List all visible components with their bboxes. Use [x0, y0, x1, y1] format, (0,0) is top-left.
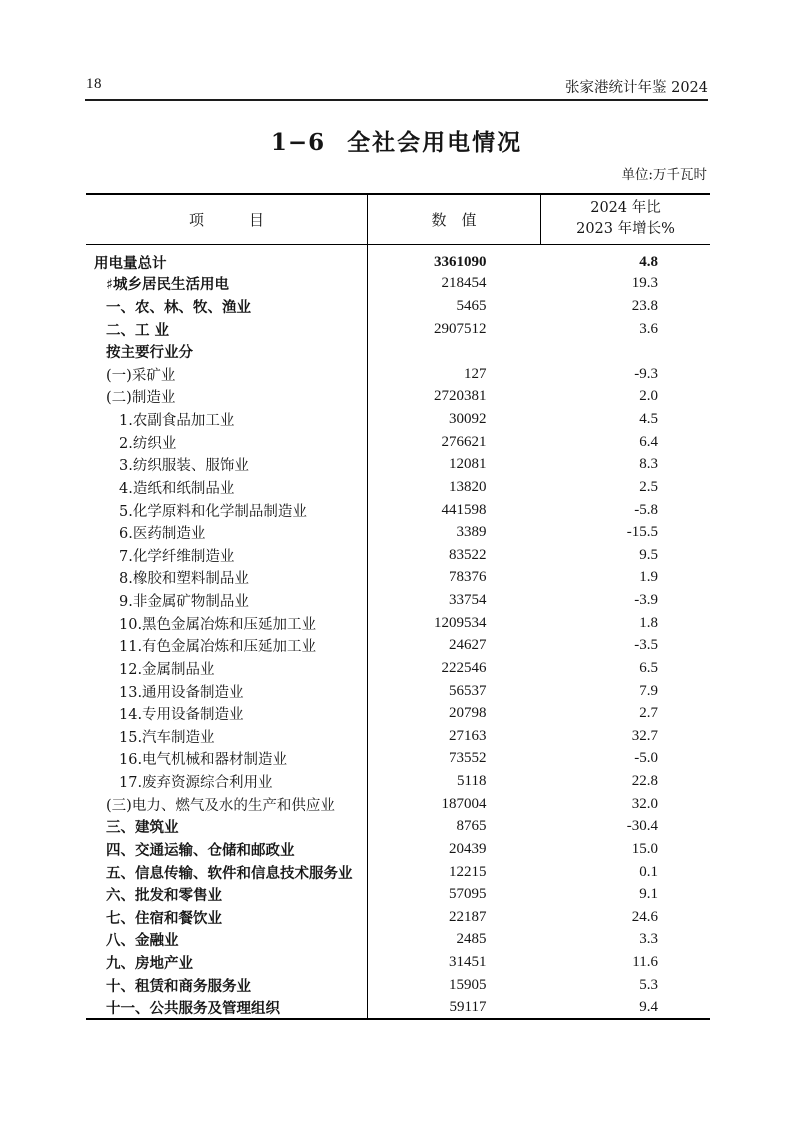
- growth-cell: 19.3: [631, 275, 658, 292]
- running-head-yearbook-title: 张家港统计年鉴 2024: [564, 80, 708, 96]
- value-cell: 218454: [441, 275, 487, 292]
- value-cell: 1209534: [434, 614, 487, 631]
- value-cell: 20439: [449, 840, 487, 857]
- value-cell: 5465: [456, 297, 487, 314]
- item-cell: 8.橡胶和塑料制品业: [86, 567, 368, 590]
- value-cell: 12081: [449, 456, 487, 473]
- column-header-growth-line1: 2024 年比: [590, 200, 661, 217]
- table-row: [86, 951, 710, 974]
- table-row: [86, 702, 710, 725]
- value-cell: [368, 340, 541, 363]
- table-row: [86, 499, 710, 522]
- growth-cell: -9.3: [634, 365, 658, 382]
- growth-cell: 8.3: [639, 456, 658, 473]
- growth-cell: 11.6: [632, 954, 658, 971]
- growth-cell: -15.5: [626, 524, 658, 541]
- running-head-rule: [85, 99, 708, 101]
- item-cell: 15.汽车制造业: [86, 725, 368, 748]
- growth-cell: 4.5: [639, 411, 658, 428]
- table-row: [86, 657, 710, 680]
- item-cell: 6.医药制造业: [86, 521, 368, 544]
- item-cell: 十一、公共服务及管理组织: [86, 997, 368, 1020]
- item-cell: 11.有色金属冶炼和压延加工业: [86, 635, 368, 658]
- value-cell: 187004: [441, 795, 487, 812]
- value-cell: 27163: [449, 727, 487, 744]
- table-row: [86, 386, 710, 409]
- item-cell: 4.造纸和纸制品业: [86, 476, 368, 499]
- item-cell: 12.金属制品业: [86, 657, 368, 680]
- table-header: [86, 194, 710, 244]
- growth-cell: -3.5: [634, 637, 658, 654]
- item-cell: (一)采矿业: [86, 363, 368, 386]
- value-cell: 33754: [449, 592, 487, 609]
- value-cell: 56537: [449, 682, 487, 699]
- table-row: [86, 589, 710, 612]
- table-body: [86, 244, 710, 1019]
- value-cell: 31451: [449, 954, 487, 971]
- growth-cell: 9.5: [639, 546, 658, 563]
- item-cell: 九、房地产业: [86, 951, 368, 974]
- item-cell: 13.通用设备制造业: [86, 680, 368, 703]
- value-cell: 2907512: [434, 320, 487, 337]
- growth-cell: 2.5: [639, 478, 658, 495]
- growth-cell: 9.1: [639, 886, 658, 903]
- value-cell: 83522: [449, 546, 487, 563]
- table-row: [86, 273, 710, 296]
- table-title: [0, 124, 793, 157]
- item-cell: 5.化学原料和化学制品制造业: [86, 499, 368, 522]
- value-cell: 22187: [449, 908, 487, 925]
- table-row: [86, 612, 710, 635]
- growth-cell: -30.4: [626, 818, 658, 835]
- table-title-text: 全社会用电情况: [347, 129, 523, 156]
- item-cell: 7.化学纤维制造业: [86, 544, 368, 567]
- table-title-index: 1−6: [270, 129, 326, 156]
- item-cell: ♯城乡居民生活用电: [86, 273, 368, 296]
- value-cell: 127: [464, 365, 487, 382]
- column-header-growth-line2: 2023 年增长%: [576, 221, 675, 238]
- growth-cell: 3.6: [639, 320, 658, 337]
- table-row: [86, 521, 710, 544]
- item-cell: 按主要行业分: [86, 340, 368, 363]
- growth-cell: 2.0: [639, 388, 658, 405]
- value-cell: 3389: [456, 524, 487, 541]
- item-cell: 10.黑色金属冶炼和压延加工业: [86, 612, 368, 635]
- value-cell: 30092: [449, 411, 487, 428]
- table-row: [86, 838, 710, 861]
- table-row: [86, 431, 710, 454]
- item-cell: 3.纺织服装、服饰业: [86, 454, 368, 477]
- table-row: [86, 974, 710, 997]
- value-cell: 2720381: [434, 388, 487, 405]
- growth-cell: 1.9: [639, 569, 658, 586]
- value-cell: 3361090: [434, 253, 487, 270]
- table-row: [86, 454, 710, 477]
- value-cell: 57095: [449, 886, 487, 903]
- growth-cell: 3.3: [639, 931, 658, 948]
- table-row: [86, 244, 710, 273]
- value-cell: 78376: [449, 569, 487, 586]
- growth-cell: 32.7: [631, 727, 658, 744]
- table-header-row: [86, 194, 710, 244]
- growth-cell: 22.8: [631, 773, 658, 790]
- value-cell: 276621: [441, 433, 487, 450]
- column-header-growth: [541, 194, 711, 244]
- growth-cell: -5.8: [634, 501, 658, 518]
- growth-cell: 7.9: [639, 682, 658, 699]
- table-row: [86, 725, 710, 748]
- item-cell: 17.废弃资源综合利用业: [86, 770, 368, 793]
- table-row: [86, 997, 710, 1020]
- electricity-consumption-table: [86, 193, 710, 1020]
- growth-cell: -5.0: [634, 750, 658, 767]
- growth-cell: 23.8: [631, 297, 658, 314]
- table-row: [86, 544, 710, 567]
- value-cell: 2485: [456, 931, 487, 948]
- table-row: [86, 476, 710, 499]
- growth-cell: 6.5: [639, 659, 658, 676]
- table-row: [86, 861, 710, 884]
- item-cell: 2.纺织业: [86, 431, 368, 454]
- page-number: 18: [86, 76, 102, 92]
- item-cell: 一、农、林、牧、渔业: [86, 295, 368, 318]
- growth-cell: 5.3: [639, 976, 658, 993]
- item-cell: 14.专用设备制造业: [86, 702, 368, 725]
- item-cell: 七、住宿和餐饮业: [86, 906, 368, 929]
- table-row: [86, 295, 710, 318]
- value-cell: 73552: [449, 750, 487, 767]
- value-cell: 12215: [449, 863, 487, 880]
- value-cell: 222546: [441, 659, 487, 676]
- item-cell: 六、批发和零售业: [86, 883, 368, 906]
- table-row: [86, 883, 710, 906]
- item-cell: 三、建筑业: [86, 816, 368, 839]
- growth-cell: [541, 340, 711, 363]
- table-row: [86, 906, 710, 929]
- item-cell: (二)制造业: [86, 386, 368, 409]
- value-cell: 59117: [449, 998, 487, 1015]
- unit-note: 单位:万千瓦时: [621, 167, 707, 183]
- growth-cell: 1.8: [639, 614, 658, 631]
- growth-cell: 32.0: [631, 795, 658, 812]
- value-cell: 441598: [441, 501, 487, 518]
- value-cell: 15905: [449, 976, 487, 993]
- growth-cell: 4.8: [639, 253, 658, 270]
- item-cell: 八、金融业: [86, 929, 368, 952]
- growth-cell: 0.1: [639, 863, 658, 880]
- growth-cell: 2.7: [639, 705, 658, 722]
- column-header-value: 数 值: [368, 194, 541, 244]
- table-row: [86, 793, 710, 816]
- item-cell: 五、信息传输、软件和信息技术服务业: [86, 861, 368, 884]
- growth-cell: 6.4: [639, 433, 658, 450]
- item-cell: 四、交通运输、仓储和邮政业: [86, 838, 368, 861]
- item-cell: 1.农副食品加工业: [86, 408, 368, 431]
- table-row: [86, 318, 710, 341]
- column-header-item: 项 目: [86, 194, 368, 244]
- item-cell: (三)电力、燃气及水的生产和供应业: [86, 793, 368, 816]
- table-row: [86, 340, 710, 363]
- value-cell: 24627: [449, 637, 487, 654]
- value-cell: 8765: [456, 818, 487, 835]
- growth-cell: 24.6: [631, 908, 658, 925]
- growth-cell: -3.9: [634, 592, 658, 609]
- table-row: [86, 680, 710, 703]
- growth-cell: 15.0: [631, 840, 658, 857]
- table-row: [86, 770, 710, 793]
- value-cell: 5118: [457, 773, 487, 790]
- table-row: [86, 748, 710, 771]
- growth-cell: 9.4: [639, 998, 658, 1015]
- table-row: [86, 363, 710, 386]
- table-row: [86, 635, 710, 658]
- value-cell: 20798: [449, 705, 487, 722]
- item-cell: 二、工 业: [86, 318, 368, 341]
- item-cell: 用电量总计: [86, 244, 368, 273]
- item-cell: 十、租赁和商务服务业: [86, 974, 368, 997]
- value-cell: 13820: [449, 478, 487, 495]
- table-row: [86, 816, 710, 839]
- table-row: [86, 408, 710, 431]
- table-row: [86, 567, 710, 590]
- item-cell: 9.非金属矿物制品业: [86, 589, 368, 612]
- table-row: [86, 929, 710, 952]
- item-cell: 16.电气机械和器材制造业: [86, 748, 368, 771]
